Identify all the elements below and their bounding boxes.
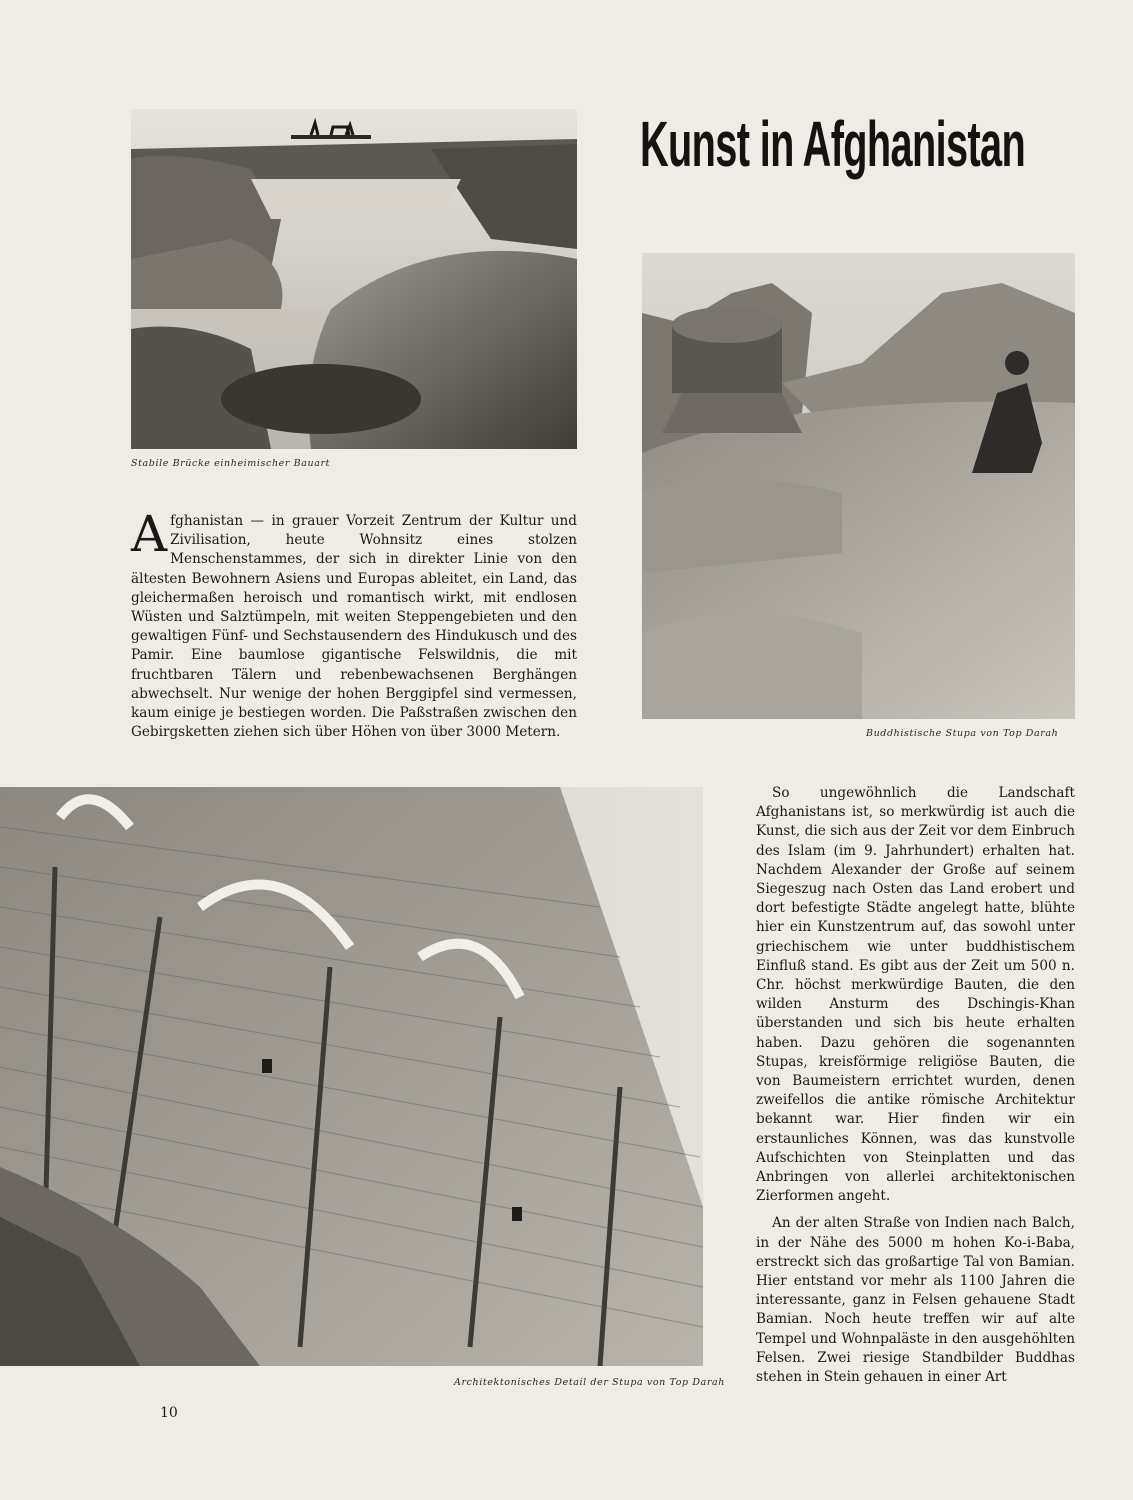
article-title: Kunst in Afghanistan: [640, 108, 1026, 180]
stupa-caption: Buddhistische Stupa von Top Darah: [866, 728, 1059, 739]
intro-text: [131, 505, 577, 742]
dropcap: A: [131, 505, 168, 563]
page-number: 10: [160, 1405, 178, 1421]
detail-photo: [0, 787, 703, 1366]
intro-paragraph: fghanistan — in grauer Vorzeit Zentrum der Kultur und Zivilisation, heute Wohnsitz eines stolzen Menschenstammes, der sich in direkter Linie von den ältesten Bewohnern Asiens und Europas ableitet, ein Land, das gleichermaßen heroisch und romantisch wirkt, mit endlosen Wüsten und Salztümpeln, mit weiten Steppengebieten und den gewaltigen Fünf- und Sechstausendern des Hindukusch und des Pamir. Eine baumlose gigantische Felswildnis, die mit fruchtbaren Tälern und rebenbewachsenen Berghängen abwechselt. Nur wenige der hohen Berggipfel sind vermessen, kaum einige je bestiegen worden. Die Paßstraßen zwischen den Gebirgsketten ziehen sich über Höhen von über 3000 Metern.: [131, 513, 577, 741]
column-paragraph-1: So ungewöhnlich die Landschaft Afghanistans ist, so merkwürdig ist auch die Kunst, die sich aus der Zeit vor dem Einbruch des Islam (im 9. Jahrhundert) erhalten hat. Nachdem Alexander der Große auf seinem Siegeszug nach Osten das Land erobert und dort befestigte Städte angelegt hatte, blühte hier ein Kunstzentrum auf, das sowohl unter griechischem wie unter buddhistischem Einfluß stand. Es gibt aus der Zeit um 500 n. Chr. höchst merkwürdige Bauten, die den wilden Ansturm des Dschingis-Khan überstanden und sich bis heute erhalten haben. Dazu gehören die sogenannten Stupas, kreisförmige religiöse Bauten, die von Baumeistern errichtet wurden, denen zweifellos die antike römische Architektur bekannt war. Hier finden wir ein erstaunliches Können, was das kunstvolle Aufschichten von Steinplatten und das Anbringen von allerlei architektonischen Zierformen angeht.: [756, 785, 1075, 1205]
column-paragraph-2: An der alten Straße von Indien nach Balch, in der Nähe des 5000 m hohen Ko-i-Baba, erstreckt sich das großartige Tal von Bamian. Hier entstand vor mehr als 1100 Jahren die interessante, ganz in Felsen gehauene Stadt Bamian. Noch heute treffen wir auf alte Tempel und Wohnpaläste in den ausgehöhlten Felsen. Zwei riesige Standbilder Buddhas stehen in Stein gehauen in einer Art: [756, 1215, 1075, 1386]
stupa-photo: [642, 253, 1075, 719]
bridge-caption: Stabile Brücke einheimischer Bauart: [131, 458, 331, 469]
bridge-photo: [131, 109, 577, 449]
article-column: [756, 784, 1075, 1387]
detail-caption: Architektonisches Detail der Stupa von Top Darah: [454, 1377, 725, 1388]
